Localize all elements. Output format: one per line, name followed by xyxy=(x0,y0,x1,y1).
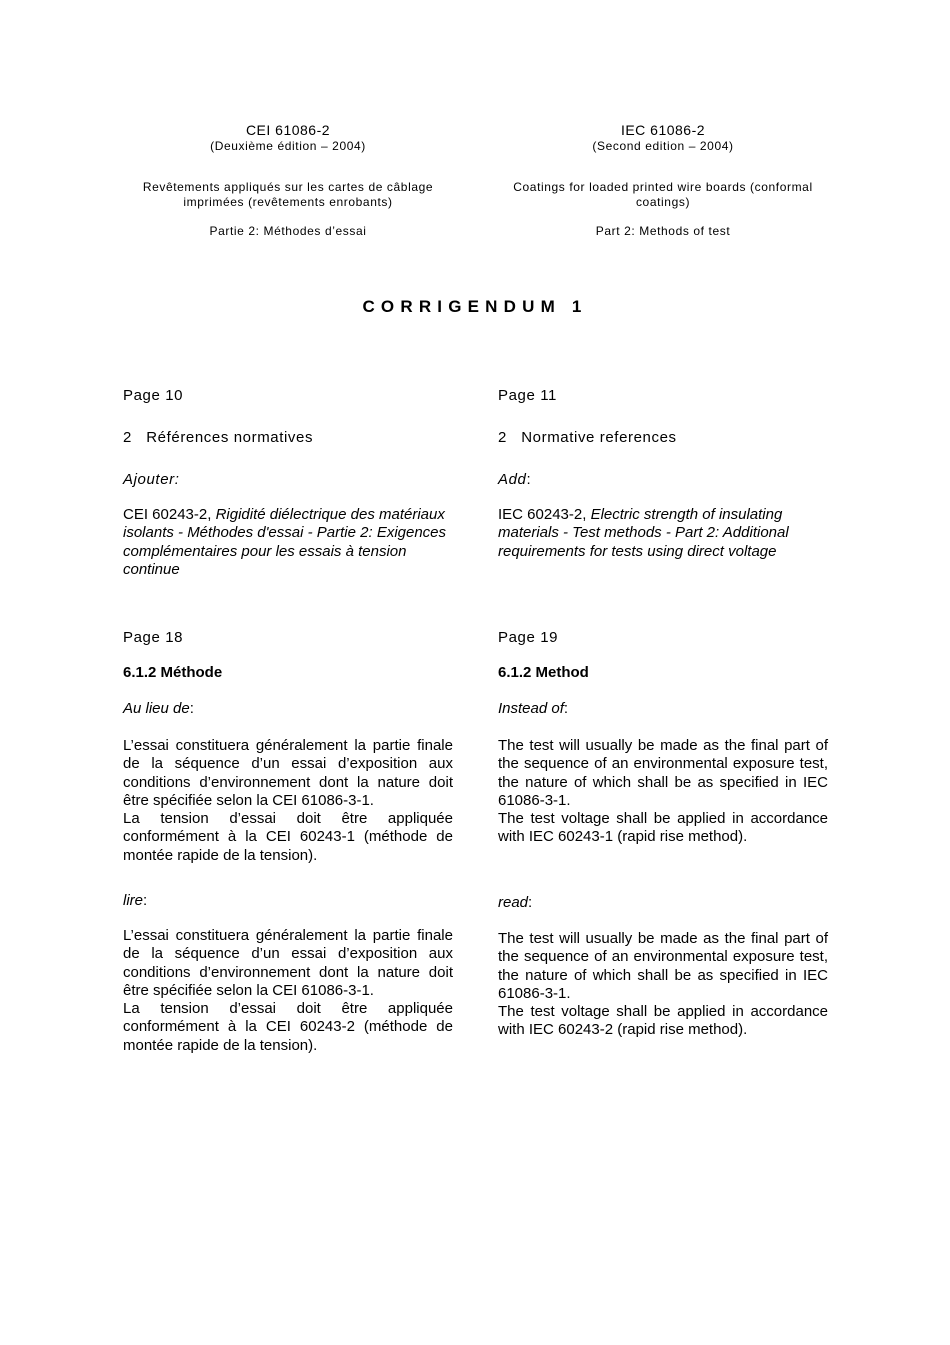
instead-para2-en: The test voltage shall be applied in accordance with IEC 60243-1 (rapid rise method). xyxy=(498,810,828,846)
document-title-en: Coatings for loaded printed wire boards (conformal coatings) xyxy=(513,180,813,209)
edition-en: (Second edition – 2004) xyxy=(592,139,734,153)
instruction-fr-1: Ajouter: xyxy=(123,471,180,488)
read-text-en xyxy=(498,930,828,1040)
instead-of-suffix-en: : xyxy=(563,700,569,717)
part-title-fr: Partie 2: Méthodes d’essai xyxy=(209,224,367,238)
read-para2-fr: La tension d’essai doit être appliquée conformément à la CEI 60243-2 (méthode de montée rapide de la tension). xyxy=(123,1000,453,1054)
part-title-en: Part 2: Methods of test xyxy=(595,224,731,238)
read-label-fr: lire xyxy=(123,892,144,909)
header-fr xyxy=(118,122,458,239)
page-ref-fr-2: Page 18 xyxy=(123,629,184,646)
clause-heading-en-1: 2 Normative references xyxy=(498,429,677,446)
instead-of-en xyxy=(498,700,568,718)
header-en xyxy=(493,122,833,239)
page-ref-en-2: Page 19 xyxy=(498,629,559,646)
edition-fr: (Deuxième édition – 2004) xyxy=(210,139,366,153)
read-en xyxy=(498,894,532,912)
page-ref-fr-1: Page 10 xyxy=(123,387,184,404)
instead-text-en xyxy=(498,737,828,847)
instead-text-fr xyxy=(123,737,453,865)
corrigendum-heading: CORRIGENDUM 1 xyxy=(362,297,588,316)
read-suffix-fr: : xyxy=(143,892,148,909)
reference-title-en: Electric strength of insulating materials - Test methods - Part 2: Additional requirements for tests using direct voltage xyxy=(498,506,789,560)
instead-para1-fr: L’essai constituera généralement la partie finale de la séquence d’un essai d’exposition aux conditions d’environnement dont la nature doit être spécifiée selon la CEI 61086-3-1. xyxy=(123,737,453,809)
clause-heading-fr-1: 2 Références normatives xyxy=(123,429,314,446)
standard-number-fr: CEI 61086-2 xyxy=(245,122,331,138)
reference-en xyxy=(498,506,828,561)
read-text-fr xyxy=(123,927,453,1055)
page-ref-en-1: Page 11 xyxy=(498,387,557,404)
instead-of-label-en: Instead of xyxy=(498,700,564,717)
read-suffix-en: : xyxy=(528,894,533,911)
read-para1-fr: L’essai constituera généralement la partie finale de la séquence d’un essai d’exposition aux conditions d’environnement dont la nature doit être spécifiée selon la CEI 61086-3-1. xyxy=(123,927,453,999)
instruction-suffix-en-1: : xyxy=(526,471,532,488)
reference-fr xyxy=(123,506,453,579)
instead-of-fr xyxy=(123,700,194,718)
instead-para2-fr: La tension d’essai doit être appliquée conformément à la CEI 60243-1 (méthode de montée rapide de la tension). xyxy=(123,810,453,864)
reference-id-fr: CEI 60243-2, xyxy=(123,506,216,523)
instruction-label-en-1: Add xyxy=(498,471,527,488)
instead-of-label-fr: Au lieu de xyxy=(123,700,190,717)
document-title-fr: Revêtements appliqués sur les cartes de câblage imprimées (revêtements enrobants) xyxy=(142,180,434,209)
instruction-en-1 xyxy=(498,471,531,489)
reference-title-fr: Rigidité diélectrique des matériaux isolants - Méthodes d'essai - Partie 2: Exigences complémentaires pour les essais à tension continue xyxy=(123,506,447,578)
read-fr xyxy=(123,892,147,910)
read-para1-en: The test will usually be made as the final part of the sequence of an environmental exposure test, the nature of which shall be as specified in IEC 61086-3-1. xyxy=(498,930,828,1002)
clause-heading-en-2: 6.1.2 Method xyxy=(498,664,589,681)
instead-para1-en: The test will usually be made as the final part of the sequence of an environmental exposure test, the nature of which shall be as specified in IEC 61086-3-1. xyxy=(498,737,828,809)
read-para2-en: The test voltage shall be applied in accordance with IEC 60243-2 (rapid rise method). xyxy=(498,1003,828,1039)
reference-id-en: IEC 60243-2, xyxy=(498,506,591,523)
instead-of-suffix-fr: : xyxy=(189,700,194,717)
read-label-en: read xyxy=(498,894,529,911)
standard-number-en: IEC 61086-2 xyxy=(620,122,706,138)
clause-heading-fr-2: 6.1.2 Méthode xyxy=(123,664,223,681)
